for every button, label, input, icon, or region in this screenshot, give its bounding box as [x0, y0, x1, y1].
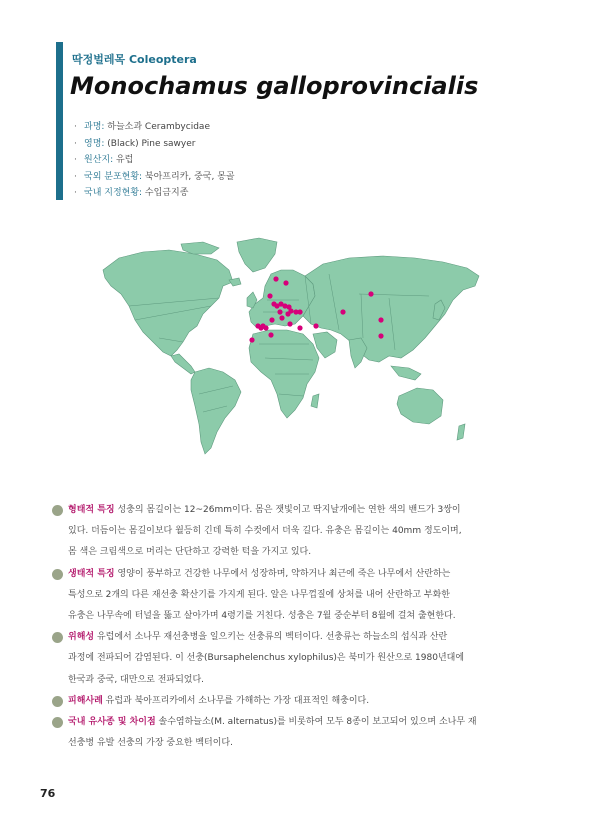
section-keyword: 국내 유사종 및 차이점 [68, 717, 156, 728]
occurrence-marker [313, 323, 318, 328]
order-name: 딱정벌레목 Coleoptera [72, 53, 197, 66]
occurrence-marker [283, 280, 288, 285]
section-ecology [52, 564, 552, 628]
occurrence-marker [378, 333, 383, 338]
info-value: (Black) Pine sawyer [104, 138, 196, 149]
section-text: 영양이 풍부하고 건강한 나무에서 성장하며, 약하거나 최근에 죽은 나무에서 산란하는 [114, 568, 451, 579]
bullet-icon [52, 632, 63, 643]
landmass-australia [397, 388, 443, 424]
description [52, 500, 552, 754]
section-text: 특성으로 2개의 다른 재선충 확산기를 가지게 된다. 알은 나무껍질에 상처를 내어 산란하고 부화한 [68, 589, 450, 600]
section-text: 솔수염하늘소(M. alternatus)를 비롯하여 모두 8종이 보고되어 있으며 소나무 재 [155, 717, 477, 728]
landmass-greenland [237, 238, 277, 272]
occurrence-marker [260, 323, 265, 328]
info-key: 영명: [84, 138, 105, 149]
info-value: 수입금지종 [142, 188, 189, 198]
occurrence-marker [273, 276, 278, 281]
landmass-madagascar [311, 394, 319, 408]
occurrence-marker [297, 309, 302, 314]
page-number: 76 [40, 787, 56, 800]
section-keyword: 형태적 특징 [68, 505, 115, 515]
section-text: 유충은 나무속에 터널을 뚫고 살아가며 4령기를 거친다. 성충은 7월 중순부터 8월에 걸쳐 출현한다. [68, 611, 456, 622]
info-key: 과명: [84, 122, 105, 132]
info-item-domestic-status: · 국내 지정현황: 수입금지종 [74, 188, 189, 198]
info-item-origin: · 원산지: 유럽 [74, 155, 134, 165]
section-keyword: 피해사례 [68, 695, 103, 706]
info-item-english-name: · 영명: (Black) Pine sawyer [74, 138, 196, 149]
landmass-south-america [191, 368, 241, 454]
species-title: Monochamus galloprovincialis [70, 72, 479, 100]
occurrence-marker [340, 309, 345, 314]
section-similar-species [52, 712, 552, 754]
section-text: 몸 색은 크림색으로 머리는 단단하고 강력한 턱을 가지고 있다. [68, 547, 312, 558]
occurrence-marker [368, 291, 373, 296]
section-morphology [52, 500, 552, 564]
occurrence-marker [249, 337, 254, 342]
info-item-family: · 과명: 하늘소과 Cerambycidae [74, 122, 210, 132]
distribution-map [99, 234, 493, 462]
landmass-new-zealand [457, 424, 465, 440]
world-map-svg [99, 234, 493, 462]
section-keyword: 위해성 [68, 632, 95, 643]
info-value: 북아프리카, 중국, 몽골 [142, 171, 235, 182]
header-accent-bar [56, 42, 63, 200]
landmass-central-america [171, 354, 195, 374]
section-line [68, 500, 552, 521]
occurrence-marker [269, 317, 274, 322]
info-item-foreign-distribution: · 국외 분포현황: 북아프리카, 중국, 몽골 [74, 171, 235, 182]
section-damage-cases [52, 691, 552, 712]
landmass-southeast-asia [391, 366, 421, 380]
section-risk [52, 627, 552, 691]
landmass-arctic-islands [181, 242, 219, 254]
section-line [68, 712, 552, 733]
section-text: 선충병 유발 선충의 가장 중요한 벡터이다. [68, 738, 233, 749]
info-value: 유럽 [113, 155, 134, 165]
section-text: 과정에 전파되어 감염된다. 이 선충(Bursaphelenchus xylophilus)은 북미가 원산으로 1980년대에 [68, 653, 465, 664]
info-list [74, 119, 235, 202]
section-line [68, 627, 552, 648]
occurrence-marker [277, 309, 282, 314]
occurrence-marker [285, 311, 290, 316]
section-keyword: 생태적 특징 [68, 568, 115, 579]
occurrence-marker [267, 293, 272, 298]
section-text: 있다. 더듬이는 몸길이보다 월등히 긴데 특히 수컷에서 더욱 길다. 유충은 몸길이는 40mm 정도이며, [68, 526, 462, 537]
section-line [68, 691, 552, 712]
occurrence-marker [297, 325, 302, 330]
info-key: 국내 지정현황: [84, 188, 143, 198]
occurrence-marker [378, 317, 383, 322]
bullet-icon [52, 717, 63, 728]
section-text: 유럽과 북아프리카에서 소나무를 가해하는 가장 대표적인 해충이다. [102, 695, 370, 706]
section-text: 유럽에서 소나무 재선충병을 일으키는 선충류의 벡터이다. 선충류는 하늘소의 섭식과 산란 [94, 632, 448, 643]
occurrence-marker [287, 321, 292, 326]
info-value: 하늘소과 Cerambycidae [104, 122, 210, 132]
occurrence-marker [255, 323, 260, 328]
info-key: 국외 분포현황: [84, 171, 143, 182]
info-key: 원산지: [84, 155, 114, 165]
section-text: 성충의 몸길이는 12~26mm이다. 몸은 잿빛이고 딱지날개에는 연한 색의 밴드가 3쌍이 [114, 505, 461, 515]
bullet-icon [52, 696, 63, 707]
landmasses [103, 238, 479, 454]
occurrence-marker [279, 315, 284, 320]
section-text: 한국과 중국, 대만으로 전파되었다. [68, 674, 205, 685]
bullet-icon [52, 505, 63, 516]
bullet-icon [52, 569, 63, 580]
landmass-north-america [103, 250, 233, 356]
section-line [68, 564, 552, 585]
occurrence-marker [268, 332, 273, 337]
